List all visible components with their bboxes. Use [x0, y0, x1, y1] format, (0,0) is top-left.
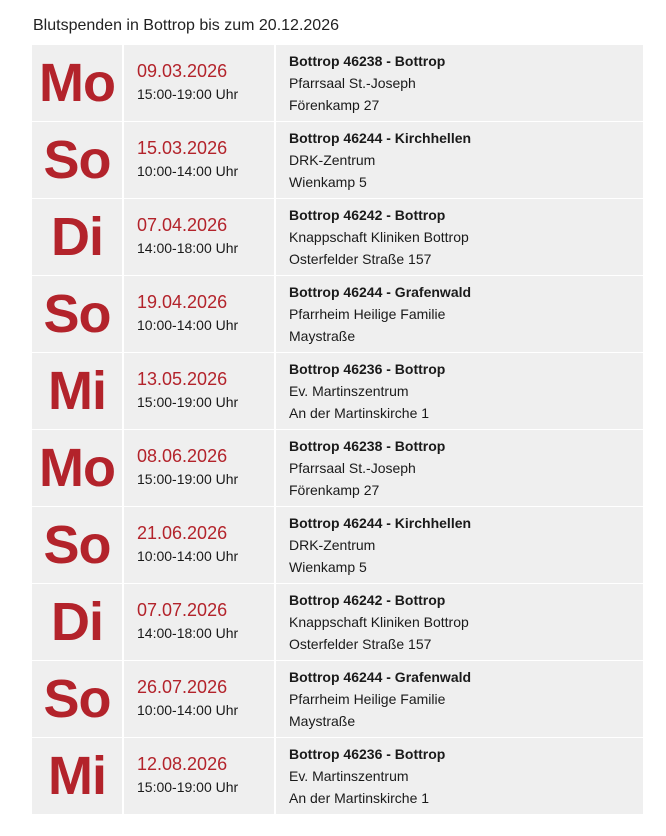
location-street: Förenkamp 27	[289, 97, 380, 113]
date-cell	[124, 45, 276, 121]
event-date: 07.07.2026	[137, 600, 228, 620]
location-venue: Pfarrsaal St.-Joseph	[289, 75, 416, 91]
event-date: 15.03.2026	[137, 138, 228, 158]
event-time: 10:00-14:00 Uhr	[137, 163, 239, 179]
event-date: 21.06.2026	[137, 523, 228, 543]
weekday-cell	[32, 430, 124, 506]
location-venue: Pfarrheim Heilige Familie	[289, 691, 446, 707]
location-venue: Ev. Martinszentrum	[289, 383, 409, 399]
weekday-abbr: Di	[51, 207, 103, 267]
event-time: 15:00-19:00 Uhr	[137, 471, 239, 487]
location-street: An der Martinskirche 1	[289, 790, 430, 806]
event-row[interactable]	[32, 199, 643, 275]
event-date: 13.05.2026	[137, 369, 228, 389]
location-street: Osterfelder Straße 157	[289, 636, 432, 652]
event-row[interactable]	[32, 507, 643, 583]
location-city: Bottrop 46244 - Kirchhellen	[289, 515, 472, 531]
location-cell	[276, 584, 643, 660]
event-row[interactable]	[32, 122, 643, 198]
location-cell	[276, 353, 643, 429]
date-cell	[124, 584, 276, 660]
weekday-abbr: So	[43, 130, 111, 190]
location-venue: Knappschaft Kliniken Bottrop	[289, 229, 469, 245]
location-city: Bottrop 46244 - Grafenwald	[289, 669, 472, 685]
location-cell	[276, 45, 643, 121]
location-cell	[276, 661, 643, 737]
location-cell	[276, 738, 643, 814]
location-venue: Ev. Martinszentrum	[289, 768, 409, 784]
event-date: 26.07.2026	[137, 677, 228, 697]
location-cell	[276, 122, 643, 198]
weekday-abbr: Mi	[48, 746, 106, 806]
event-row[interactable]	[32, 430, 643, 506]
location-venue: Pfarrheim Heilige Familie	[289, 306, 446, 322]
event-time: 15:00-19:00 Uhr	[137, 394, 239, 410]
location-venue: Pfarrsaal St.-Joseph	[289, 460, 416, 476]
location-city: Bottrop 46236 - Bottrop	[289, 361, 446, 377]
date-cell	[124, 661, 276, 737]
location-cell	[276, 507, 643, 583]
location-venue: Knappschaft Kliniken Bottrop	[289, 614, 469, 630]
weekday-cell	[32, 584, 124, 660]
location-city: Bottrop 46238 - Bottrop	[289, 53, 446, 69]
event-row[interactable]	[32, 584, 643, 660]
event-row[interactable]	[32, 661, 643, 737]
location-city: Bottrop 46244 - Kirchhellen	[289, 130, 472, 146]
weekday-abbr: So	[43, 284, 111, 344]
weekday-cell	[32, 276, 124, 352]
weekday-cell	[32, 122, 124, 198]
location-venue: DRK-Zentrum	[289, 152, 376, 168]
location-cell	[276, 276, 643, 352]
event-time: 15:00-19:00 Uhr	[137, 86, 239, 102]
date-cell	[124, 199, 276, 275]
location-street: Maystraße	[289, 328, 356, 344]
weekday-abbr: So	[43, 515, 111, 575]
date-cell	[124, 276, 276, 352]
location-cell	[276, 430, 643, 506]
location-street: Förenkamp 27	[289, 482, 380, 498]
event-row[interactable]	[32, 45, 643, 121]
location-city: Bottrop 46236 - Bottrop	[289, 746, 446, 762]
weekday-cell	[32, 738, 124, 814]
location-cell	[276, 199, 643, 275]
event-time: 14:00-18:00 Uhr	[137, 240, 239, 256]
weekday-cell	[32, 199, 124, 275]
weekday-abbr: Mo	[39, 53, 115, 113]
weekday-abbr: Di	[51, 592, 103, 652]
location-street: Wienkamp 5	[289, 559, 367, 575]
event-date: 09.03.2026	[137, 61, 228, 81]
weekday-cell	[32, 661, 124, 737]
event-date: 19.04.2026	[137, 292, 228, 312]
weekday-cell	[32, 353, 124, 429]
location-street: An der Martinskirche 1	[289, 405, 430, 421]
event-time: 10:00-14:00 Uhr	[137, 317, 239, 333]
event-list	[32, 45, 643, 815]
location-street: Wienkamp 5	[289, 174, 367, 190]
location-city: Bottrop 46238 - Bottrop	[289, 438, 446, 454]
event-time: 10:00-14:00 Uhr	[137, 702, 239, 718]
weekday-abbr: Mi	[48, 361, 106, 421]
page-title: Blutspenden in Bottrop bis zum 20.12.2026	[33, 17, 339, 34]
event-row[interactable]	[32, 353, 643, 429]
date-cell	[124, 430, 276, 506]
location-street: Maystraße	[289, 713, 356, 729]
event-row[interactable]	[32, 738, 643, 814]
event-row[interactable]	[32, 276, 643, 352]
event-time: 14:00-18:00 Uhr	[137, 625, 239, 641]
weekday-abbr: So	[43, 669, 111, 729]
weekday-cell	[32, 45, 124, 121]
weekday-abbr: Mo	[39, 438, 115, 498]
location-city: Bottrop 46244 - Grafenwald	[289, 284, 472, 300]
event-date: 12.08.2026	[137, 754, 228, 774]
date-cell	[124, 353, 276, 429]
date-cell	[124, 738, 276, 814]
location-city: Bottrop 46242 - Bottrop	[289, 592, 446, 608]
weekday-cell	[32, 507, 124, 583]
location-street: Osterfelder Straße 157	[289, 251, 432, 267]
event-date: 08.06.2026	[137, 446, 228, 466]
event-time: 10:00-14:00 Uhr	[137, 548, 239, 564]
event-date: 07.04.2026	[137, 215, 228, 235]
date-cell	[124, 122, 276, 198]
date-cell	[124, 507, 276, 583]
location-venue: DRK-Zentrum	[289, 537, 376, 553]
location-city: Bottrop 46242 - Bottrop	[289, 207, 446, 223]
event-time: 15:00-19:00 Uhr	[137, 779, 239, 795]
